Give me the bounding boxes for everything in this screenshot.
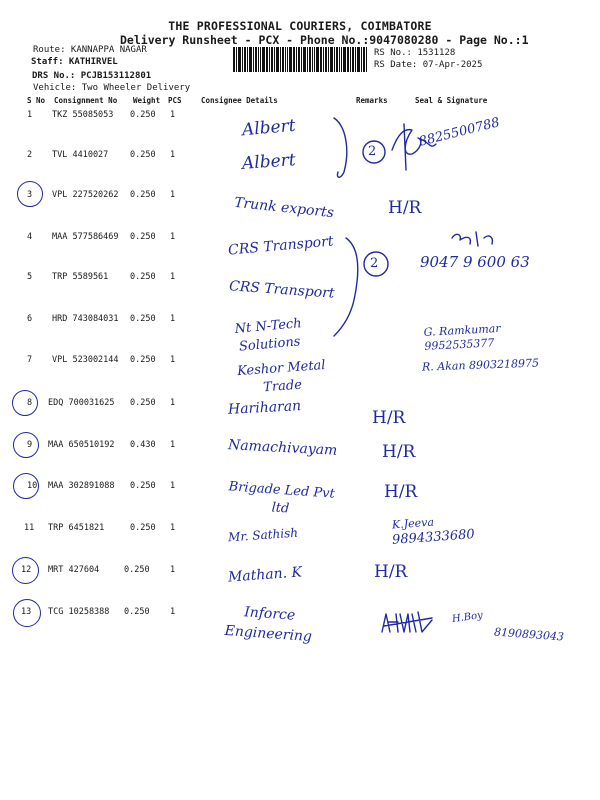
consignment-no: MRT 427604: [48, 565, 100, 575]
col-pcs: PCS: [168, 96, 182, 105]
col-weight: Weight: [133, 96, 161, 105]
seal-11-name: K.Jeeva: [391, 515, 435, 532]
consignee-1: Albert: [241, 115, 297, 141]
seal-6: G. Ramkumar 9952535377: [423, 321, 501, 353]
pcs: 1: [170, 150, 176, 160]
seal-13-prefix: H.Boy: [451, 609, 484, 626]
col-sno: S No: [27, 96, 46, 105]
seal-13-phone: 8190893043: [493, 625, 565, 644]
sno: 9: [27, 440, 33, 450]
sno: 10: [27, 481, 38, 491]
staff-label: Staff: KATHIRVEL: [31, 57, 118, 67]
signature-row-13: [382, 612, 432, 632]
consignment-no: TCG 10258388: [48, 607, 110, 617]
bracket-rows-4-6: [334, 238, 358, 336]
col-remarks: Remarks: [356, 96, 388, 105]
document-title: THE PROFESSIONAL COURIERS, COIMBATORE: [168, 19, 432, 33]
remarks-10: H/R: [384, 482, 418, 502]
seal-11-phone: 9894333680: [391, 527, 476, 548]
seal-4-phone: 9047 9 600 63: [420, 253, 530, 271]
pcs: 1: [170, 232, 176, 242]
row-9-circle-mark: [13, 432, 39, 458]
col-seal: Seal & Signature: [415, 96, 488, 105]
pcs: 1: [170, 523, 176, 533]
drs-label: DRS No.: PCJB153112801: [32, 71, 152, 81]
row-12-circle-mark: [12, 557, 39, 584]
document-subtitle: Delivery Runsheet - PCX - Phone No.:9047080280 - Page No.:1: [120, 33, 529, 47]
pcs: 1: [170, 110, 176, 120]
sno: 3: [27, 190, 33, 200]
weight: 0.250: [130, 150, 156, 160]
consignment-no: EDQ 700031625: [48, 398, 115, 408]
seal-1-phone: 8825500788: [417, 115, 502, 150]
consignee-6: Nt N-Tech Solutions: [234, 316, 303, 355]
consignment-no: MAA 302891088: [48, 481, 115, 491]
consignee-5: CRS Transport: [228, 278, 336, 302]
weight: 0.250: [124, 565, 150, 575]
consignment-no: VPL 227520262: [52, 190, 119, 200]
consignee-11: Mr. Sathish: [227, 525, 299, 545]
pcs: 1: [170, 565, 176, 575]
row-10-circle-mark: [13, 473, 39, 499]
weight: 0.250: [130, 355, 156, 365]
pcs: 1: [170, 607, 176, 617]
remarks-3: H/R: [388, 198, 422, 218]
pcs: 1: [170, 481, 176, 491]
sno: 4: [27, 232, 33, 242]
consignment-no: VPL 523002144: [52, 355, 119, 365]
barcode: [233, 47, 367, 72]
weight: 0.250: [130, 272, 156, 282]
pcs: 1: [170, 355, 176, 365]
route-label: Route: KANNAPPA NAGAR: [33, 45, 147, 55]
sno: 7: [27, 355, 33, 365]
remarks-8: H/R: [372, 408, 406, 428]
consignee-7: Keshor Metal Trade: [236, 357, 326, 396]
consignee-2: Albert: [241, 150, 297, 174]
sno: 6: [27, 314, 33, 324]
consignment-no: TRP 6451821: [48, 523, 105, 533]
consignee-8: Hariharan: [227, 398, 302, 418]
consignee-3: Trunk exports: [233, 194, 335, 222]
row-3-circle-mark: [17, 181, 43, 207]
col-consignment: Consignment No: [54, 96, 118, 105]
consignment-no: MAA 650510192: [48, 440, 115, 450]
row-8-circle-mark: [12, 390, 38, 416]
pcs: 1: [170, 314, 176, 324]
consignment-no: HRD 743084031: [52, 314, 119, 324]
weight: 0.250: [130, 232, 156, 242]
remarks-9: H/R: [382, 442, 416, 462]
consignee-10: Brigade Led Pvt ltd: [228, 479, 336, 517]
count-mark-rows-1-2: 2: [368, 144, 377, 159]
sno: 1: [27, 110, 33, 120]
weight: 0.250: [124, 607, 150, 617]
weight: 0.250: [130, 398, 156, 408]
sno: 13: [21, 607, 32, 617]
consignment-no: TKZ 55085053: [52, 110, 114, 120]
pcs: 1: [170, 190, 176, 200]
consignment-no: TRP 5589561: [52, 272, 109, 282]
weight: 0.250: [130, 314, 156, 324]
rs-number: RS No.: 1531128: [374, 48, 456, 58]
pcs: 1: [170, 440, 176, 450]
sno: 11: [24, 523, 35, 533]
sno: 12: [21, 565, 32, 575]
vehicle-label: Vehicle: Two Wheeler Delivery: [33, 83, 191, 93]
row-13-circle-mark: [13, 599, 41, 627]
sno: 8: [27, 398, 33, 408]
consignee-4: CRS Transport: [227, 233, 335, 259]
weight: 0.430: [130, 440, 156, 450]
remarks-12: H/R: [374, 562, 408, 582]
rs-date: RS Date: 07-Apr-2025: [374, 60, 483, 70]
sno: 5: [27, 272, 33, 282]
sno: 2: [27, 150, 33, 160]
consignee-9: Namachivayam: [227, 437, 338, 459]
weight: 0.250: [130, 523, 156, 533]
col-consignee: Consignee Details: [201, 96, 278, 105]
consignee-13: Inforce Engineering: [224, 604, 313, 646]
weight: 0.250: [130, 190, 156, 200]
pcs: 1: [170, 272, 176, 282]
count-mark-rows-4-5: 2: [370, 256, 379, 271]
consignee-12: Mathan. K: [227, 564, 303, 586]
weight: 0.250: [130, 110, 156, 120]
seal-7: R. Akan 8903218975: [421, 356, 540, 374]
bracket-rows-1-2: [334, 118, 347, 177]
weight: 0.250: [130, 481, 156, 491]
consignment-no: MAA 577586469: [52, 232, 119, 242]
pcs: 1: [170, 398, 176, 408]
consignment-no: TVL 4410027: [52, 150, 109, 160]
handwritten-note-row-4: [452, 232, 492, 246]
